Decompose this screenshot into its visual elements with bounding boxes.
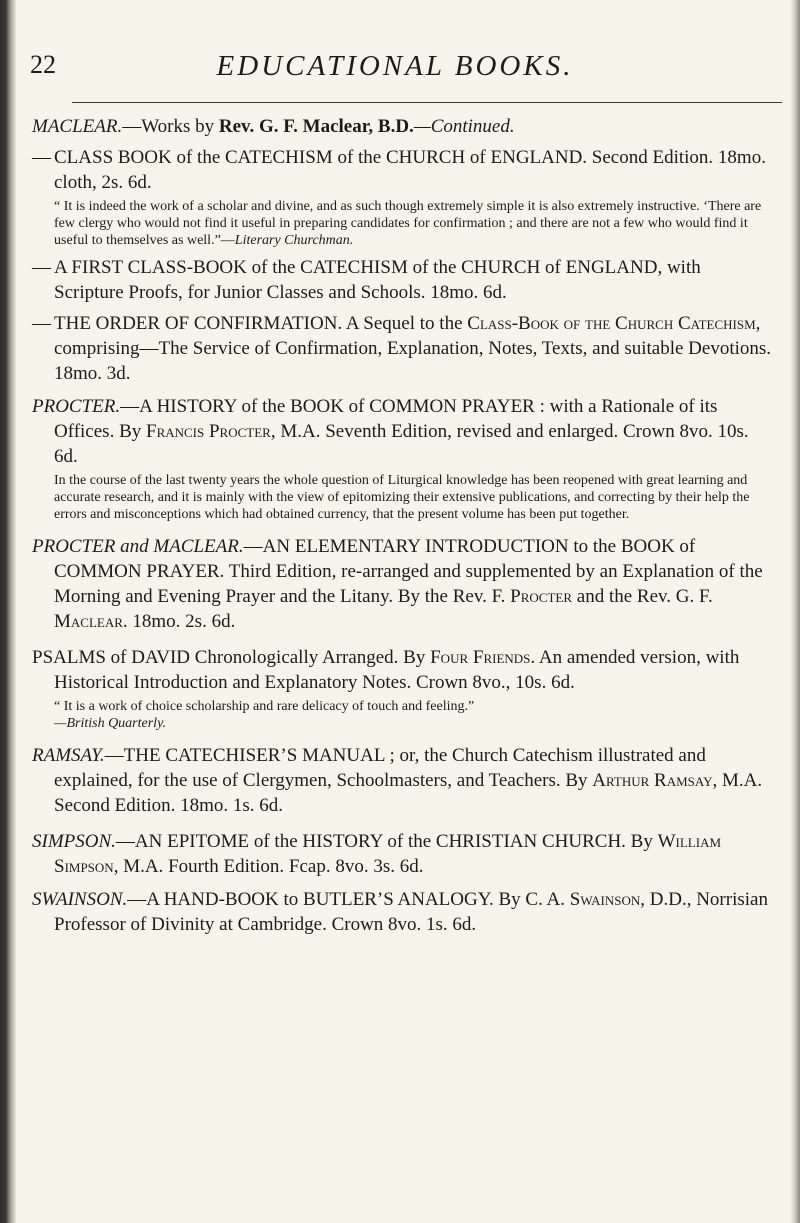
page-number: 22 <box>30 50 56 79</box>
header-rule <box>72 102 782 103</box>
author-name: Rev. G. F. Maclear, B.D. <box>218 116 414 137</box>
running-title: EDUCATIONAL BOOKS. <box>216 50 574 82</box>
review-quote: “ It is a work of choice scholarship and rare delicacy of touch and feeling.” —British Quarterly. <box>54 699 475 731</box>
page-gutter-shadow <box>0 0 16 1223</box>
entry-psalms: PSALMS of DAVID Chronologically Arranged. By Four Friends. An amended version, with Historical Introduction and Explanatory Notes. Crown 8vo., 10s. 6d. <box>32 647 740 693</box>
entry-maclear-first-class-book: — A FIRST CLASS-BOOK of the CATECHISM of the CHURCH of ENGLAND, with Scripture Proofs, for Junior Classes and Schools. 18mo. 6d. <box>32 257 701 303</box>
review-quote: In the course of the last twenty years the whole question of Liturgical knowledge has been reopened with great learning and accurate research, and it is mainly with the view of epitomizing their extensive publications, and correcting by their help the errors and misconceptions which had obtained currency, that the present volume has been put together. <box>54 473 750 522</box>
review-source: Literary Churchman. <box>234 233 354 248</box>
entry-simpson: SIMPSON.—AN EPITOME of the HISTORY of the CHRISTIAN CHURCH. By William Simpson, M.A. Fourth Edition. Fcap. 8vo. 3s. 6d. <box>32 831 722 877</box>
entry-procter: PROCTER.—A HISTORY of the BOOK of COMMON PRAYER : with a Rationale of its Offices. By Francis Procter, M.A. Seventh Edition, revised and enlarged. Crown 8vo. 10s. 6d. <box>32 396 749 467</box>
entry-ramsay: RAMSAY.—THE CATECHISER’S MANUAL ; or, the Church Catechism illustrated and explained, for the use of Clergymen, Schoolmasters, and Teachers. By Arthur Ramsay, M.A. Second Edition. 18mo. 1s. 6d. <box>32 745 763 816</box>
catalogue-content <box>32 114 772 937</box>
entry-maclear-heading: MACLEAR.—Works by Rev. G. F. Maclear, B.D.—Continued. <box>32 116 515 137</box>
review-quote: “ It is indeed the work of a scholar and divine, and as such though extremely simple it is also extremely instructive. ‘There are few clergy who would not find it useful in preparing candidates for confirmation ; and there are not a few who would find it useful to themselves as well.”—Literary Churchman. <box>54 199 762 248</box>
entry-procter-maclear: PROCTER and MACLEAR.—AN ELEMENTARY INTRODUCTION to the BOOK of COMMON PRAYER. Third Edition, re-arranged and supplemented by an Explanation of the Morning and Evening Prayer and the Litany. By the Rev. F. Procter and the Rev. G. F. Maclear. 18mo. 2s. 6d. <box>32 536 763 632</box>
entry-swainson: SWAINSON.—A HAND-BOOK to BUTLER’S ANALOGY. By C. A. Swainson, D.D., Norrisian Professor of Divinity at Cambridge. Crown 8vo. 1s. 6d. <box>32 889 768 935</box>
page-edge-shadow <box>790 0 800 1223</box>
entry-maclear-class-book: — CLASS BOOK of the CATECHISM of the CHURCH of ENGLAND. Second Edition. 18mo. cloth, 2s. 6d. <box>32 147 766 193</box>
review-source: —British Quarterly. <box>54 716 167 731</box>
page-header <box>30 50 760 84</box>
entry-maclear-confirmation: — THE ORDER OF CONFIRMATION. A Sequel to the Class-Book of the Church Catechism, comprising—The Service of Confirmation, Explanation, Notes, Texts, and suitable Devotions. 18mo. 3d. <box>32 313 772 384</box>
